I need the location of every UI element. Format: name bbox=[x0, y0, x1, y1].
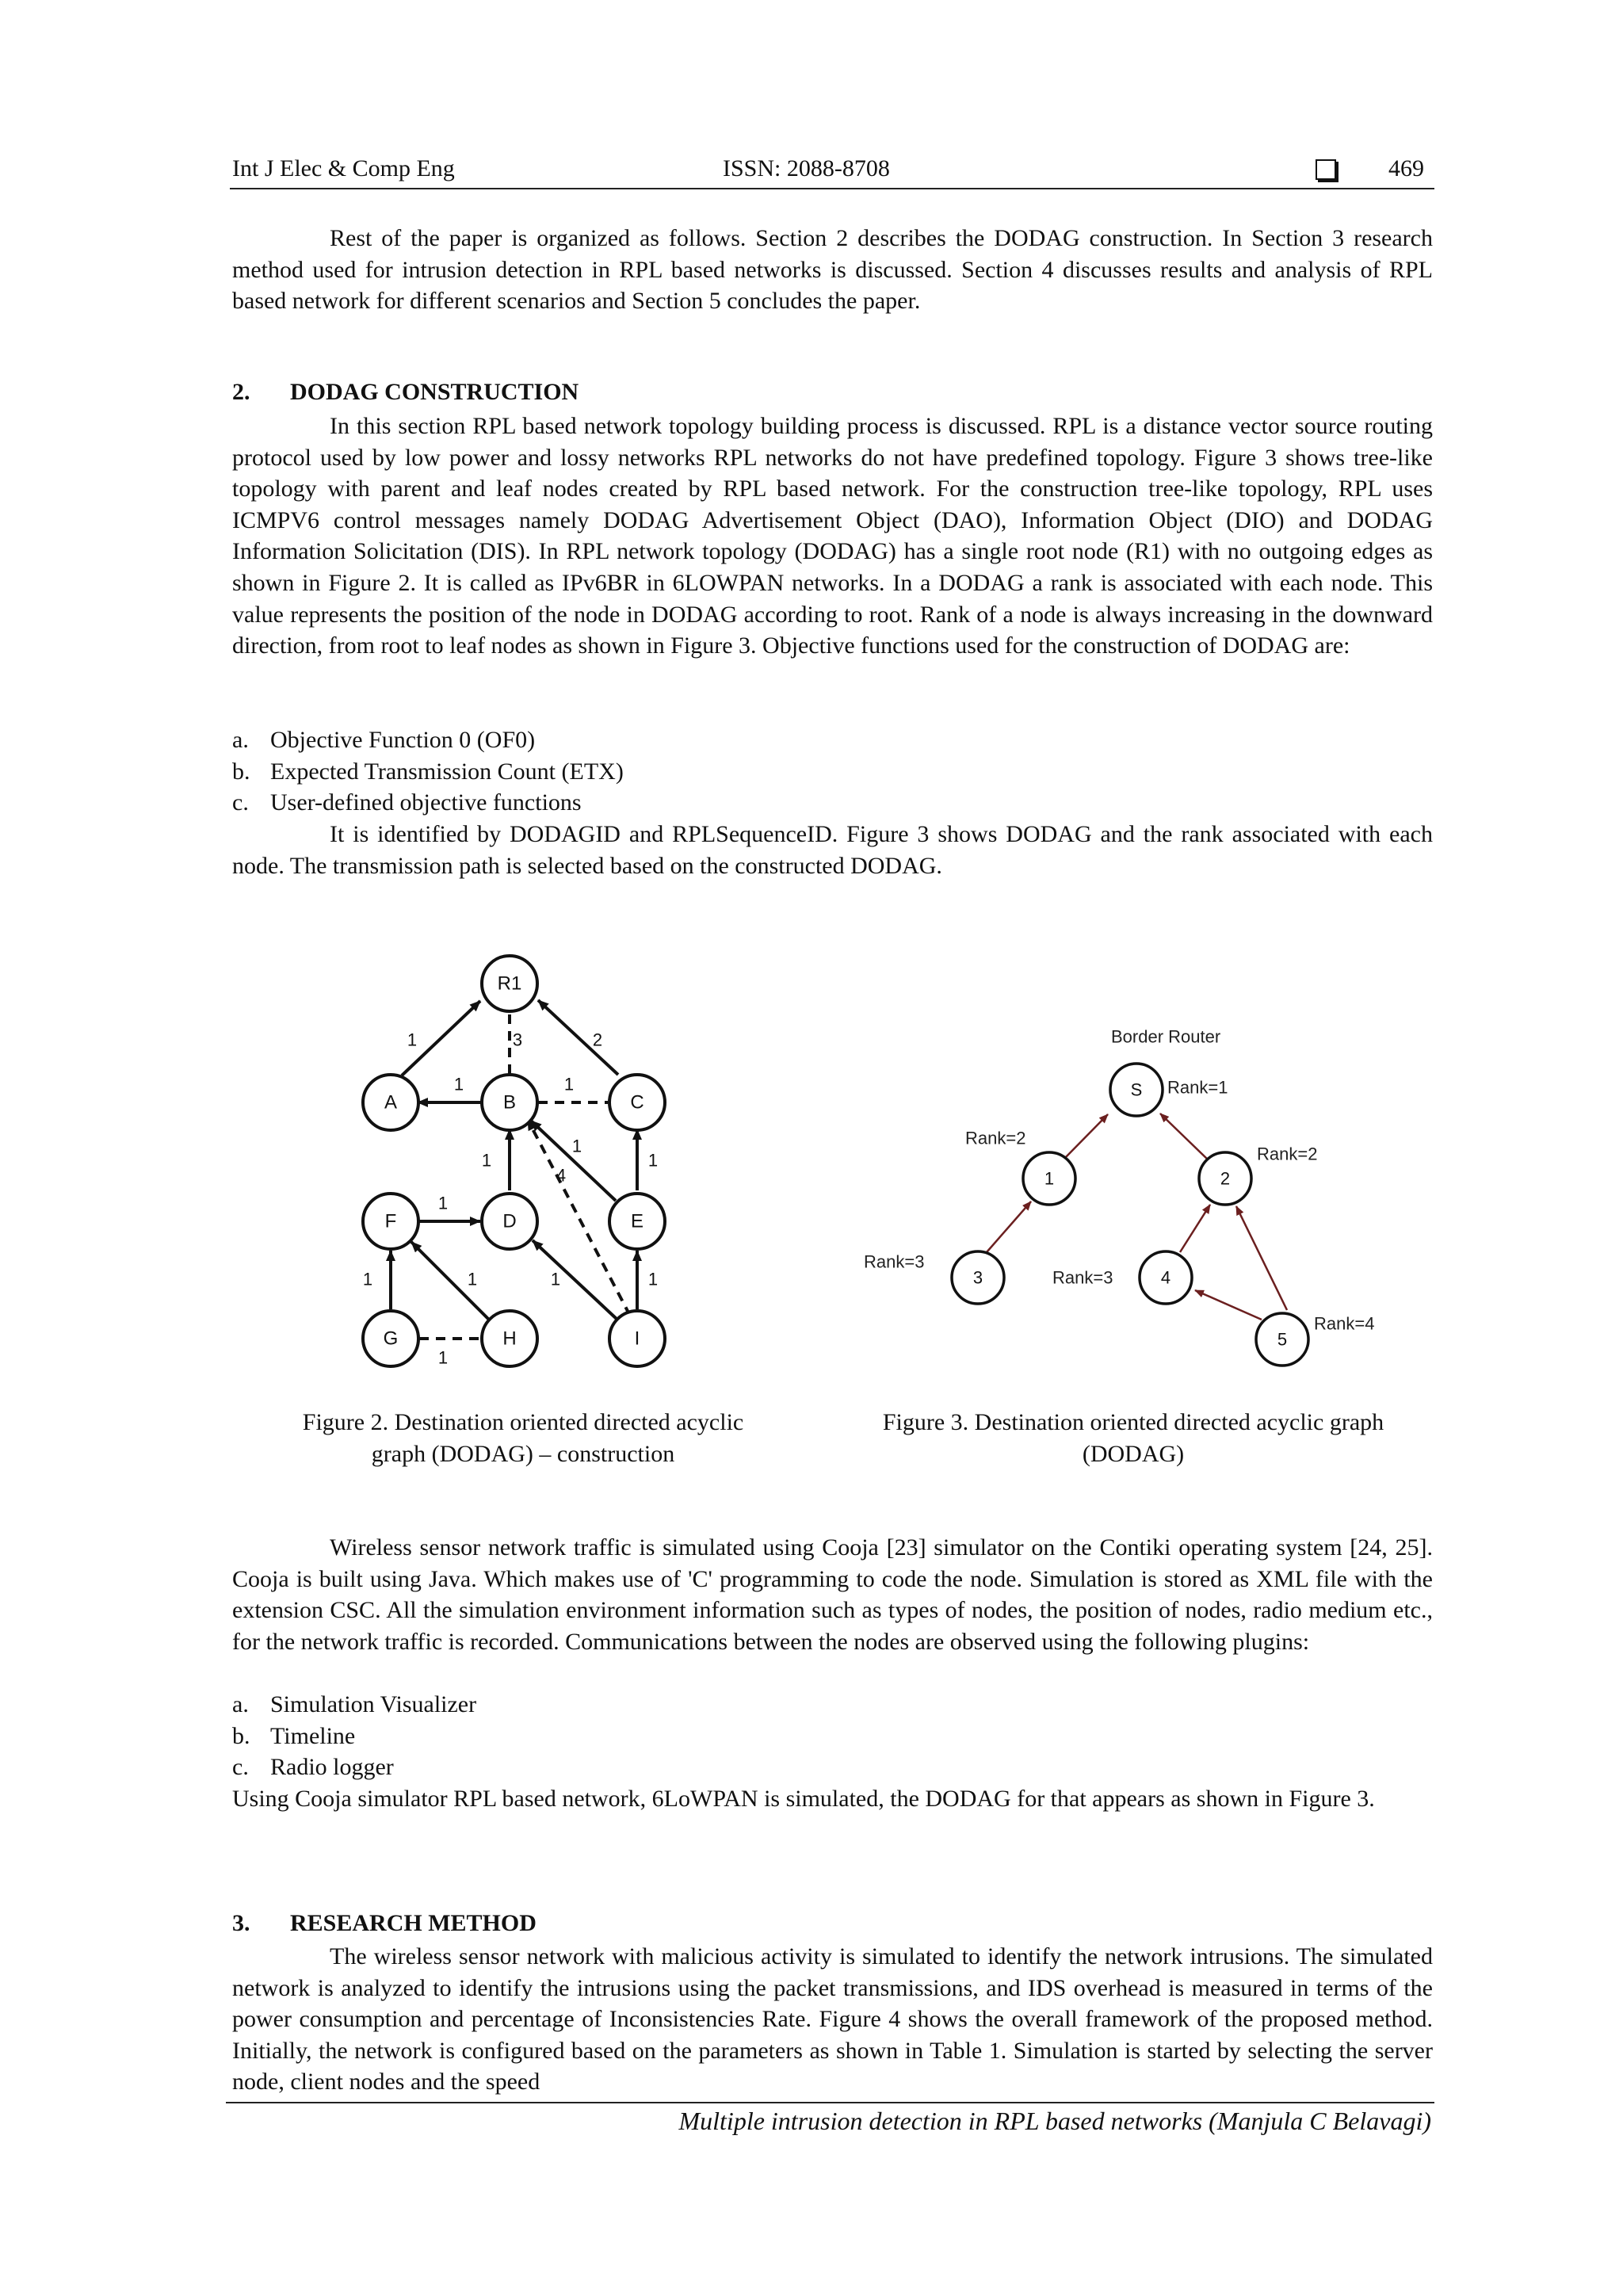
node-label: I bbox=[634, 1328, 640, 1350]
square-box-icon bbox=[1316, 159, 1336, 180]
running-header-issn: ISSN: 2088-8708 bbox=[723, 155, 890, 181]
node-label: 2 bbox=[1220, 1168, 1231, 1189]
edge-weight-label: 4 bbox=[556, 1165, 567, 1186]
section-2-number: 2. bbox=[232, 379, 250, 405]
edge-weight-label: 1 bbox=[467, 1269, 478, 1289]
edge-weight-label: 1 bbox=[571, 1136, 582, 1156]
rank-label: Rank=3 bbox=[1052, 1267, 1113, 1288]
rank-label: Rank=2 bbox=[1257, 1144, 1318, 1164]
figure-3-dodag bbox=[848, 1014, 1403, 1387]
node-label: 1 bbox=[1044, 1168, 1055, 1189]
intro-paragraph: Rest of the paper is organized as follows. Section 2 describes the DODAG construction. In Section 3 research method used for intrusion detection in RPL based networks is discussed. Section 4 discusses results and analysis of RPL based network for different scenarios and Section 5 concludes the paper. bbox=[232, 225, 1433, 315]
header-rule bbox=[230, 188, 1434, 189]
node-label: E bbox=[630, 1210, 644, 1232]
edge-weight-label: 1 bbox=[437, 1193, 449, 1213]
cooja-paragraph: Wireless sensor network traffic is simulated using Cooja [23] simulator on the Contiki operating system [24, 25]. Cooja is built using Java. Which makes use of 'C' programming to code the node. Simulation is stored as XML file with the extension CSC. All the simulation environment information such as types of nodes, the position of nodes, radio medium etc., for the network traffic is recorded. Communications between the nodes are observed using the following plugins: bbox=[232, 1534, 1433, 1655]
running-footer: Multiple intrusion detection in RPL based networks (Manjula C Belavagi) bbox=[678, 2107, 1431, 2135]
node-label: 4 bbox=[1160, 1267, 1171, 1288]
edge-weight-label: 1 bbox=[437, 1347, 449, 1368]
node-label: B bbox=[502, 1091, 517, 1114]
node-label: H bbox=[502, 1328, 517, 1350]
list-item: b. Expected Transmission Count (ETX) bbox=[232, 758, 624, 785]
section-2-title: DODAG CONSTRUCTION bbox=[290, 379, 579, 405]
edge-weight-label: 1 bbox=[453, 1074, 464, 1095]
edge-weight-label: 1 bbox=[407, 1030, 418, 1050]
edge-weight-label: 3 bbox=[512, 1030, 523, 1050]
edge-weight-label: 1 bbox=[362, 1269, 373, 1289]
figure-3-caption: Figure 3. Destination oriented directed acyclic graph (DODAG) bbox=[882, 1409, 1384, 1467]
section-3-number: 3. bbox=[232, 1910, 250, 1936]
section-3-title: RESEARCH METHOD bbox=[290, 1910, 537, 1936]
list-item: c. Radio logger bbox=[232, 1754, 394, 1781]
border-router-label: Border Router bbox=[1111, 1026, 1221, 1047]
node-label: C bbox=[630, 1091, 644, 1114]
list-item: a. Objective Function 0 (OF0) bbox=[232, 727, 536, 753]
node-label: R1 bbox=[497, 972, 522, 995]
figure-2-dodag-construction bbox=[341, 931, 705, 1383]
rank-label: Rank=1 bbox=[1167, 1077, 1228, 1098]
page-number: 469 bbox=[1388, 155, 1424, 181]
rank-label: Rank=3 bbox=[864, 1251, 925, 1272]
section-2-heading bbox=[232, 379, 579, 406]
edge-weight-label: 1 bbox=[481, 1150, 492, 1171]
node-label: G bbox=[383, 1328, 399, 1350]
rank-label: Rank=2 bbox=[965, 1128, 1026, 1148]
rank-label: Rank=4 bbox=[1314, 1313, 1375, 1334]
section-3-heading bbox=[232, 1910, 537, 1937]
list-item: b. Timeline bbox=[232, 1722, 356, 1749]
edge-weight-label: 1 bbox=[563, 1074, 575, 1095]
figure-2-caption: Figure 2. Destination oriented directed acyclic graph (DODAG) – construction bbox=[302, 1409, 744, 1467]
cooja-paragraph-2: Using Cooja simulator RPL based network, 6LoWPAN is simulated, the DODAG for that appears as shown in Figure 3. bbox=[232, 1786, 1375, 1812]
edge-weight-label: 2 bbox=[592, 1030, 603, 1050]
node-label: S bbox=[1130, 1079, 1143, 1100]
node-label: 3 bbox=[972, 1267, 983, 1288]
node-label: 5 bbox=[1277, 1329, 1288, 1350]
edge-weight-label: 1 bbox=[647, 1150, 659, 1171]
section-2-paragraph-2: It is identified by DODAGID and RPLSequenceID. Figure 3 shows DODAG and the rank associated with each node. The transmission path is selected based on the constructed DODAG. bbox=[232, 821, 1433, 879]
objective-function-list bbox=[232, 724, 624, 819]
section-2-paragraph: In this section RPL based network topology building process is discussed. RPL is a distance vector source routing protocol used by low power and lossy networks RPL networks do not have predefined topology. Figure 3 shows tree-like topology with parent and leaf nodes created by RPL based network. For the construction tree-like topology, RPL uses ICMPV6 control messages namely DODAG Advertisement Object (DAO), Information Object (DIO) and DODAG Information Solicitation (DIS). In RPL network topology (DODAG) has a single root node (R1) with no outgoing edges as shown in Figure 2. It is called as IPv6BR in 6LOWPAN networks. In a DODAG a rank is associated with each node. This value represents the position of the node in DODAG according to root. Rank of a node is always increasing in the downward direction, from root to leaf nodes as shown in Figure 3. Objective functions used for the construction of DODAG are: bbox=[232, 413, 1433, 659]
running-header-journal: Int J Elec & Comp Eng bbox=[232, 155, 455, 181]
list-item: c. User-defined objective functions bbox=[232, 789, 582, 816]
node-label: F bbox=[384, 1210, 397, 1232]
list-item: a. Simulation Visualizer bbox=[232, 1691, 477, 1717]
section-3-paragraph: The wireless sensor network with malicious activity is simulated to identify the network intrusions. The simulated network is analyzed to identify the intrusions using the packet transmissions, and IDS overhead is measured in terms of the power consumption and percentage of Inconsistencies Rate. Figure 4 shows the overall framework of the proposed method. Initially, the network is configured based on the parameters as shown in Table 1. Simulation is started by selecting the server node, client nodes and the speed bbox=[232, 1943, 1433, 2095]
footer-rule bbox=[226, 2102, 1434, 2103]
edge-weight-label: 1 bbox=[647, 1269, 659, 1289]
node-label: D bbox=[502, 1210, 517, 1232]
edge-weight-label: 1 bbox=[550, 1269, 561, 1289]
plugins-list bbox=[232, 1689, 476, 1783]
node-label: A bbox=[384, 1091, 398, 1114]
